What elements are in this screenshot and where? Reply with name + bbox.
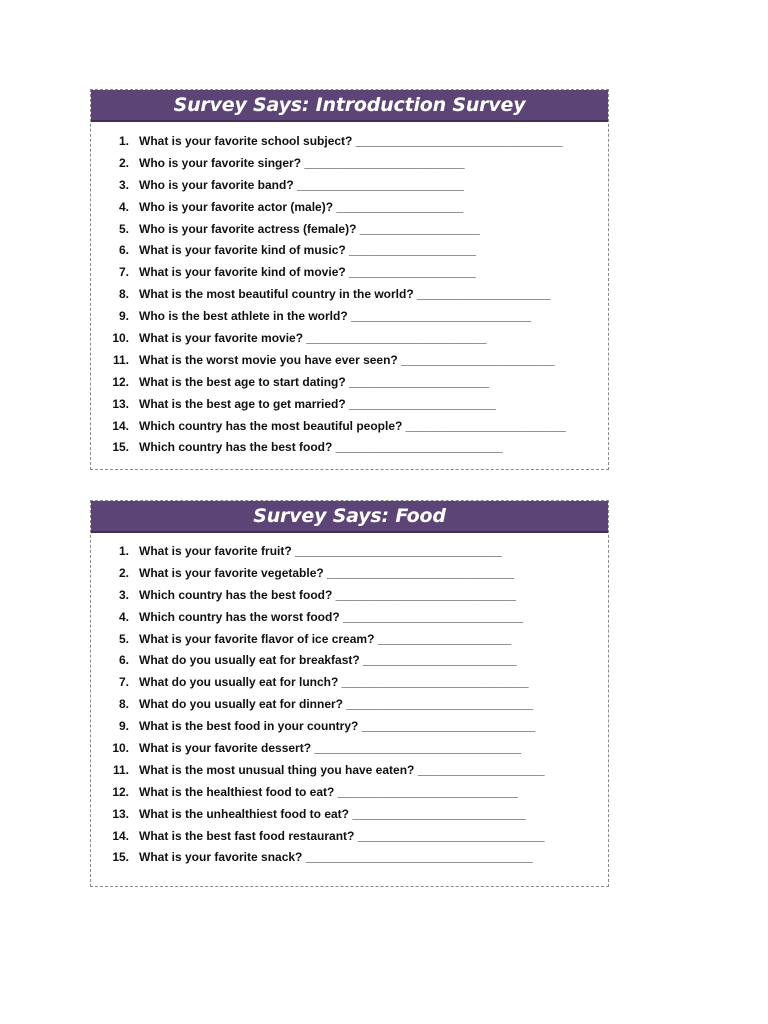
question-text: Who is the best athlete in the world? ___________________________	[139, 309, 532, 324]
question-number: 7.	[118, 265, 129, 280]
question-item	[91, 265, 608, 287]
question-text: What do you usually eat for breakfast? _______________________	[139, 653, 517, 668]
question-item	[91, 850, 608, 872]
question-item	[91, 653, 608, 675]
question-text: What is the best fast food restaurant? ____________________________	[139, 828, 545, 843]
question-item	[91, 741, 608, 763]
intro-survey-question-list	[91, 122, 608, 462]
question-item	[91, 243, 608, 265]
question-text: What is your favorite snack? __________________________________	[139, 850, 533, 865]
question-text: What is your favorite dessert? _______________________________	[139, 741, 522, 756]
question-item	[91, 375, 608, 397]
question-number: 10.	[112, 741, 129, 756]
question-number: 7.	[118, 675, 129, 690]
question-item	[91, 353, 608, 375]
food-survey-title: Survey Says: Food	[253, 505, 446, 527]
question-text: Who is your favorite actor (male)? ___________________	[139, 199, 464, 214]
question-item	[91, 178, 608, 200]
question-text: What is your favorite fruit? _______________________________	[139, 544, 502, 558]
question-item	[91, 331, 608, 353]
question-text: What is the most unusual thing you have eaten? ___________________	[139, 762, 545, 777]
question-item	[91, 397, 608, 419]
question-number: 2.	[118, 565, 129, 580]
question-text: What is the best age to start dating? _____________________	[139, 374, 490, 389]
question-item	[91, 440, 608, 462]
food-survey-header	[91, 501, 608, 533]
question-item	[91, 763, 608, 785]
question-text: Which country has the most beautiful people? ________________________	[139, 418, 566, 433]
question-text: What is the best age to get married? ______________________	[139, 396, 496, 411]
question-text: What is your favorite vegetable? ____________________________	[139, 565, 514, 580]
question-number: 6.	[118, 653, 129, 668]
question-text: What is your favorite movie? ___________________________	[139, 331, 487, 346]
question-item	[91, 719, 608, 741]
question-number: 5.	[118, 631, 129, 646]
question-item	[91, 588, 608, 610]
question-item	[91, 156, 608, 178]
food-survey-card	[90, 500, 609, 887]
question-number: 10.	[112, 331, 129, 346]
question-text: Which country has the worst food? ___________________________	[139, 609, 524, 624]
question-number: 14.	[112, 418, 129, 433]
question-item	[91, 287, 608, 309]
intro-survey-card	[90, 89, 609, 470]
question-text: What is your favorite school subject? _______________________________	[139, 134, 563, 148]
question-text: What is the most beautiful country in the world? ____________________	[139, 287, 551, 302]
question-item	[91, 807, 608, 829]
question-item	[91, 675, 608, 697]
question-number: 8.	[118, 287, 129, 302]
question-number: 12.	[112, 374, 129, 389]
question-text: What is the unhealthiest food to eat? __________________________	[139, 806, 526, 821]
question-item	[91, 222, 608, 244]
question-number: 6.	[118, 243, 129, 258]
question-number: 15.	[112, 440, 129, 455]
question-number: 3.	[118, 177, 129, 192]
question-number: 9.	[118, 309, 129, 324]
question-number: 4.	[118, 609, 129, 624]
question-text: What is your favorite kind of music? ___________________	[139, 243, 476, 258]
question-item	[91, 309, 608, 331]
question-number: 13.	[112, 806, 129, 821]
question-text: What do you usually eat for lunch? ____________________________	[139, 675, 529, 690]
question-number: 11.	[112, 762, 129, 777]
question-text: What do you usually eat for dinner? ____________________________	[139, 697, 534, 712]
question-number: 9.	[118, 719, 129, 734]
intro-survey-title: Survey Says: Introduction Survey	[173, 94, 526, 116]
question-number: 13.	[112, 396, 129, 411]
question-text: Who is your favorite band? _________________________	[139, 177, 464, 192]
question-text: Who is your favorite singer? ________________________	[139, 155, 465, 170]
intro-survey-header	[91, 90, 608, 122]
question-item	[91, 829, 608, 851]
question-item	[91, 697, 608, 719]
question-text: What is your favorite kind of movie? ___________________	[139, 265, 476, 280]
question-text: Who is your favorite actress (female)? __________________	[139, 221, 480, 236]
question-number: 15.	[112, 850, 129, 865]
question-number: 1.	[118, 134, 129, 148]
question-text: What is the best food in your country? __________________________	[139, 719, 536, 734]
question-number: 4.	[118, 199, 129, 214]
question-item	[91, 566, 608, 588]
question-item	[91, 632, 608, 654]
question-text: Which country has the best food? ___________________________	[139, 587, 516, 602]
question-number: 14.	[112, 828, 129, 843]
question-item	[91, 419, 608, 441]
question-item	[91, 134, 608, 156]
question-number: 2.	[118, 155, 129, 170]
question-number: 12.	[112, 784, 129, 799]
food-survey-question-list	[91, 533, 608, 872]
question-text: What is your favorite flavor of ice cream? ____________________	[139, 631, 512, 646]
question-number: 11.	[112, 352, 129, 367]
question-item	[91, 200, 608, 222]
question-number: 5.	[118, 221, 129, 236]
question-text: Which country has the best food? _________________________	[139, 440, 503, 455]
question-text: What is the healthiest food to eat? ___________________________	[139, 784, 518, 799]
question-number: 3.	[118, 587, 129, 602]
question-text: What is the worst movie you have ever seen? _______________________	[139, 352, 555, 367]
question-item	[91, 610, 608, 632]
question-number: 8.	[118, 697, 129, 712]
question-item	[91, 544, 608, 566]
question-number: 1.	[118, 544, 129, 558]
question-item	[91, 785, 608, 807]
